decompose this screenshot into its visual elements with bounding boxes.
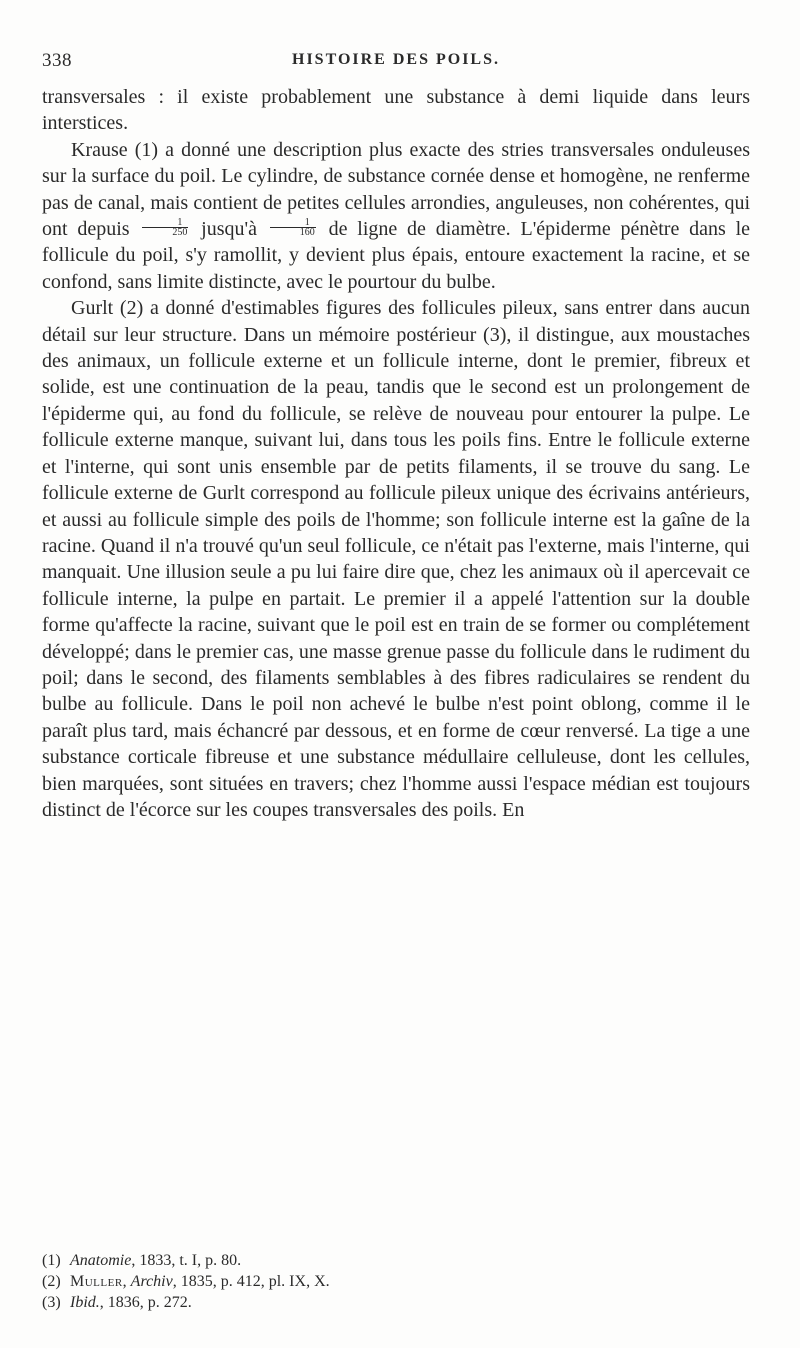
footnote-work: Anatomie	[70, 1252, 132, 1269]
footnote-author: Muller	[70, 1273, 123, 1290]
footnote-number: (2)	[42, 1273, 61, 1290]
paragraph-krause	[42, 137, 750, 295]
fraction-small	[142, 218, 188, 237]
footnote-number: (1)	[42, 1252, 61, 1269]
footnote-number: (3)	[42, 1294, 61, 1311]
paragraph-text: Krause (1) a donné une description plus exacte des stries transversales onduleuses sur la surface du poil. Le cylindre, de substance cornée dense et homogène, ne renferme pas de canal, mais contient de petites cellules arrondies, anguleuses, non cohérentes, qui ont depuis	[42, 138, 750, 241]
paragraph-text: de ligne de diamètre. L'épiderme pénètre dans le follicule du poil, s'y ramollit, y devient plus épais, entoure exactement la racine, et se confond, sans limite distincte, avec le pourtour du bulbe.	[42, 218, 751, 293]
fraction-numerator: 1	[142, 218, 188, 228]
footnote-details: , 1835, p. 412, pl. IX, X.	[172, 1273, 330, 1290]
running-head	[42, 50, 750, 76]
running-title: HISTOIRE DES POILS.	[292, 51, 500, 68]
footnote-details: , 1836, p. 272.	[99, 1294, 192, 1311]
footnote-work: Ibid.	[70, 1294, 100, 1311]
footnote-3	[42, 1292, 750, 1313]
footnote-work: Archiv	[130, 1273, 173, 1290]
footnotes	[42, 1250, 750, 1313]
page-number: 338	[42, 50, 72, 71]
footnote-details: , 1833, t. I, p. 80.	[131, 1252, 242, 1269]
paragraph-gurlt: Gurlt (2) a donné d'estimables figures des follicules pileux, sans entrer dans aucun détail sur leur structure. Dans un mémoire postérieur (3), il distingue, aux moustaches des animaux, un follicule externe et un follicule interne, dont le premier, fibreux et solide, est une continuation de la peau, tandis que le second est un prolongement de l'épiderme qui, au fond du follicule, se relève de nouveau pour entourer la pulpe. Le follicule externe manque, suivant lui, dans tous les poils fins. Entre le follicule externe et l'interne, qui sont unis ensemble par de petits filaments, il se trouve du sang. Le follicule externe de Gurlt correspond au follicule pileux unique des écrivains antérieurs, et aussi au follicule simple des poils de l'homme; son follicule interne est la gaîne de la racine. Quand il n'a trouvé qu'un seul follicule, ce n'était pas l'externe, mais l'interne, qui manquait. Une illusion seule a pu lui faire dire que, chez les animaux où il apercevait ce follicule interne, la pulpe en partait. Le premier il a appelé l'attention sur la double forme qu'affecte la racine, suivant que le poil est en train de se former ou complétement développé; dans le premier cas, une masse grenue passe du follicule dans le rudiment du poil; dans le second, des filaments semblables à des fibres radiculaires se rendent du bulbe au follicule. Dans le poil non achevé le bulbe n'est point oblong, comme il le paraît plus tard, mais échancré par dessous, et en forme de cœur renversé. La tige a une substance corticale fibreuse et une substance médullaire celluleuse, dont les cellules, bien marquées, sont situées en travers; chez l'homme aussi l'espace médian est toujours distinct de l'écorce sur les coupes transversales des poils. En	[42, 297, 750, 821]
fraction-large	[270, 218, 316, 237]
fraction-denominator: 160	[299, 226, 315, 238]
fraction-denominator: 250	[172, 226, 188, 238]
fraction-numerator: 1	[270, 218, 316, 228]
body-text	[42, 84, 750, 823]
footnote-2: (2) Muller, Archiv, 1835, p. 412, pl. IX, X.	[42, 1273, 330, 1290]
footnote-1	[42, 1250, 750, 1271]
paragraph-text: jusqu'à	[201, 218, 257, 241]
paragraph-continuation: transversales : il existe probablement une substance à demi liquide dans leurs interstices.	[42, 86, 750, 135]
